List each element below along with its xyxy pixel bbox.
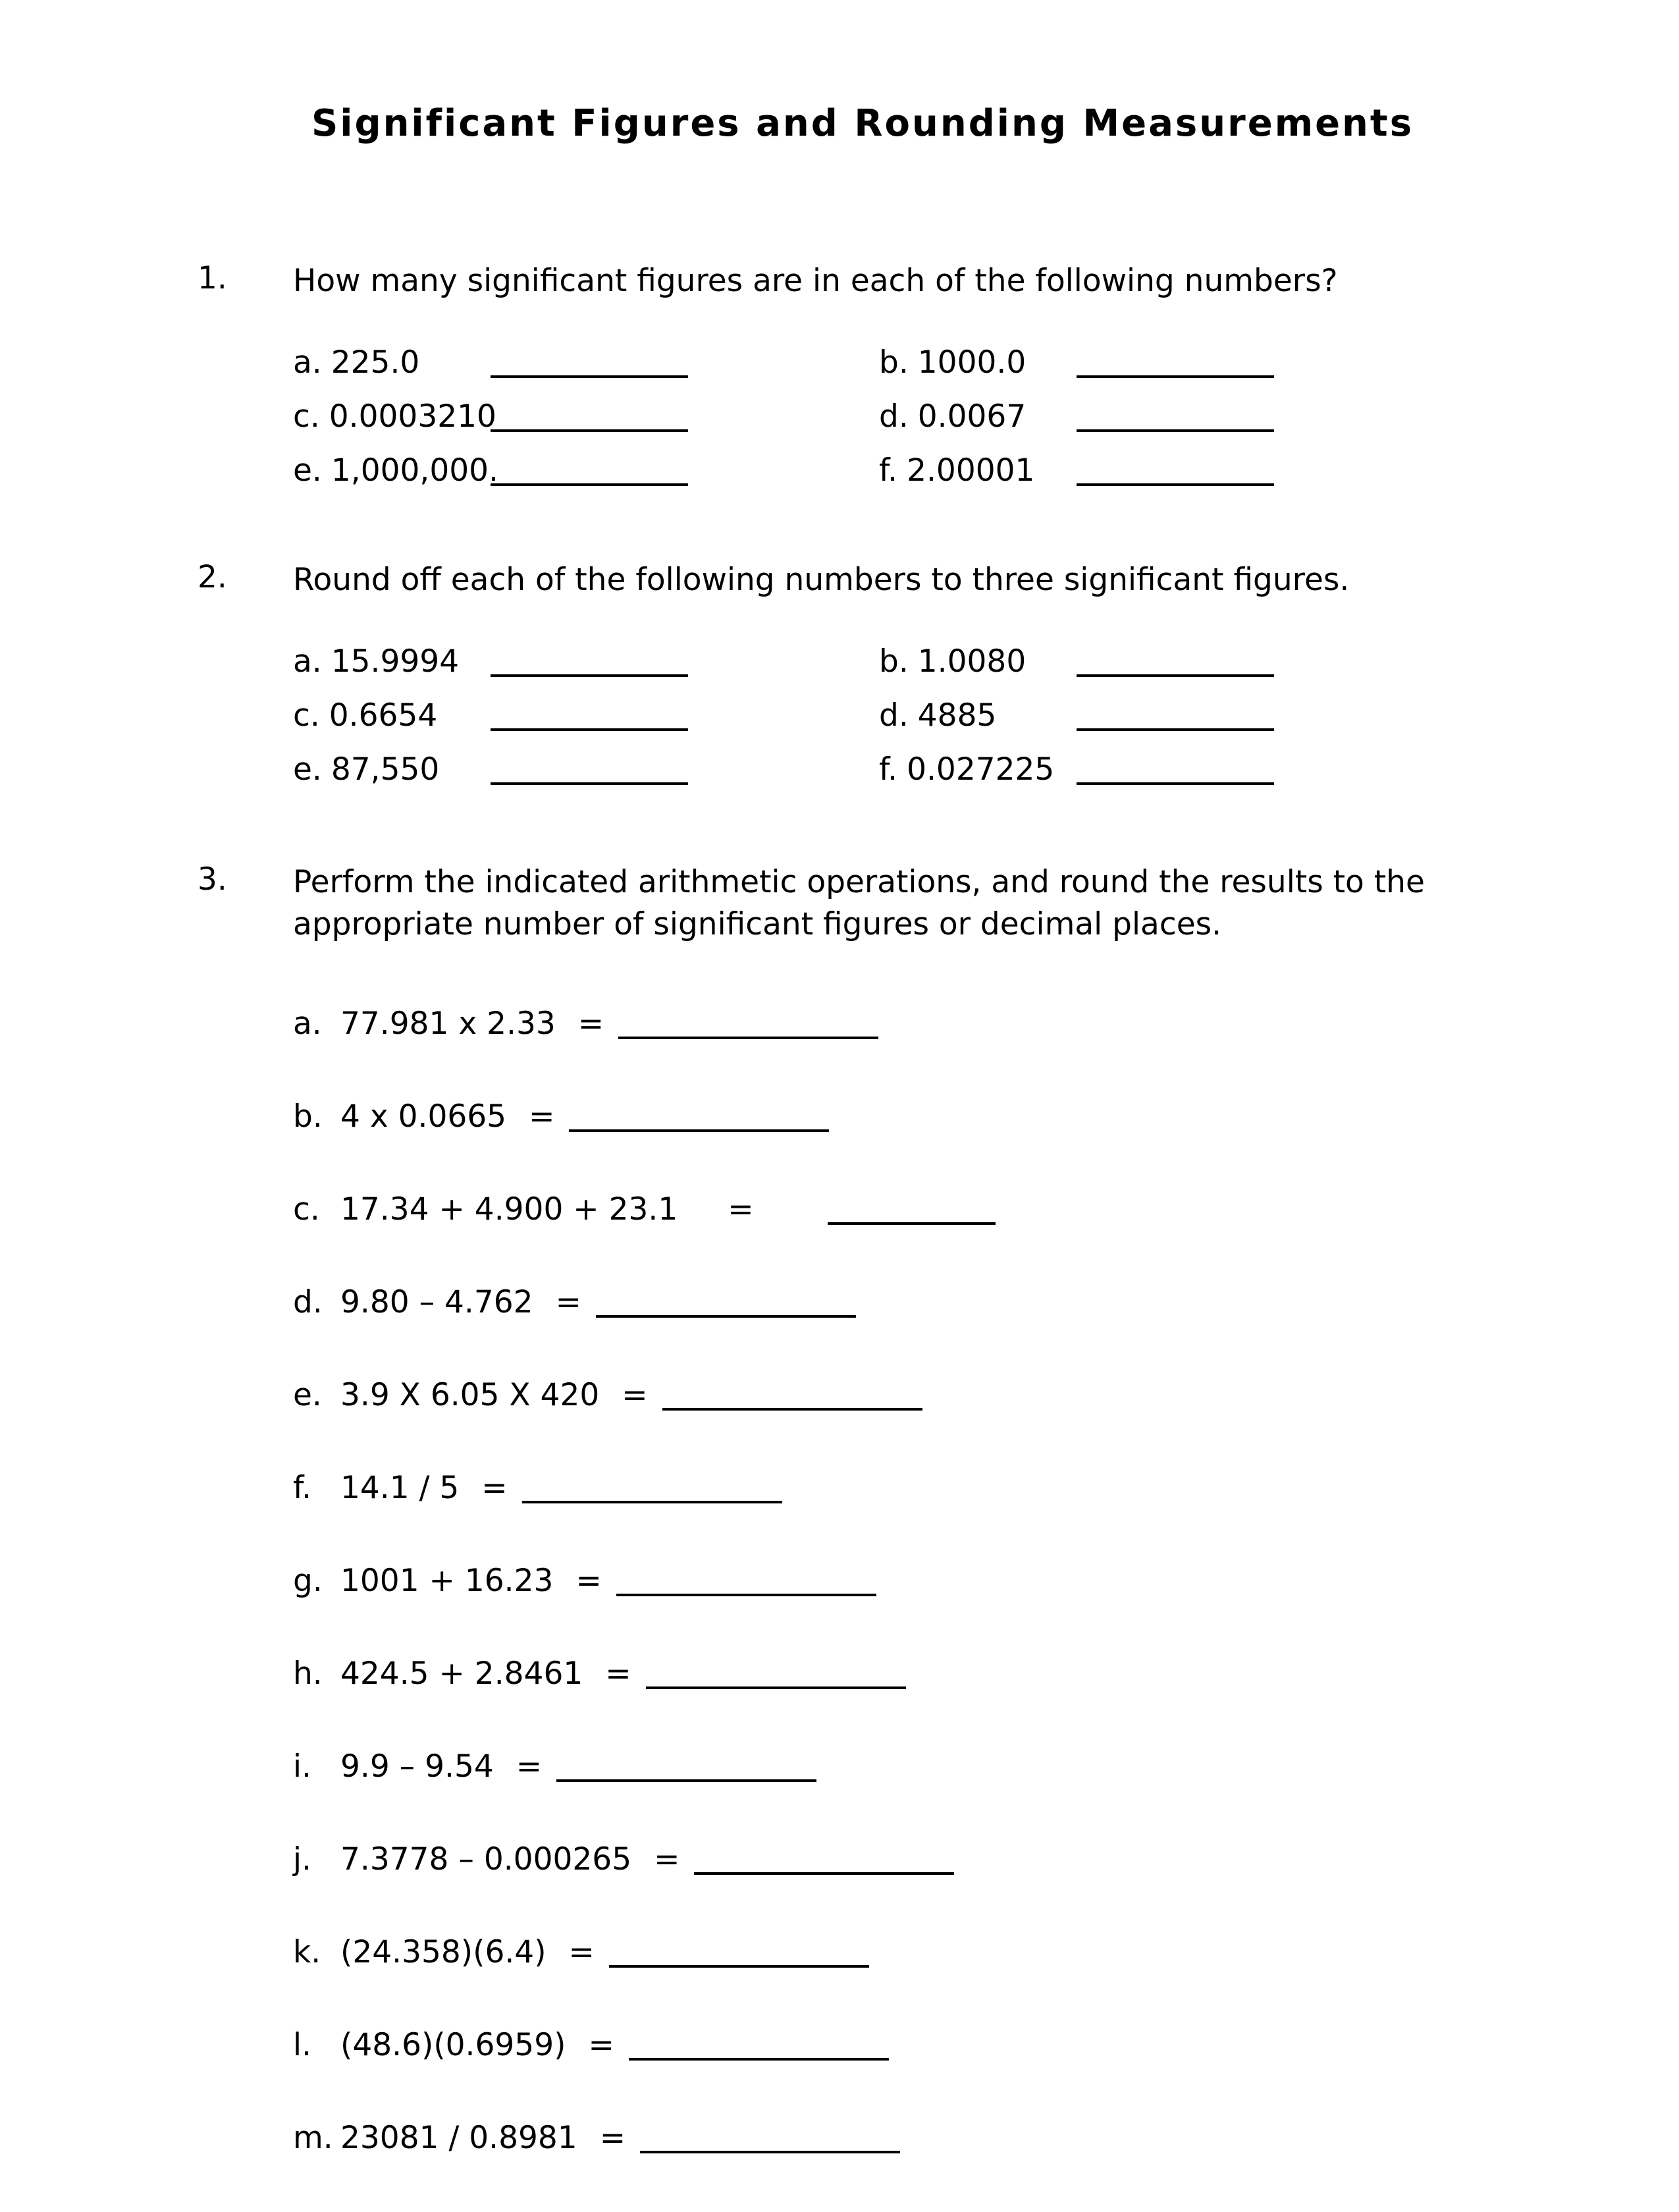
item-value: 0.0003210 <box>329 398 496 435</box>
item-value: 4885 <box>917 697 997 734</box>
item-letter: d. <box>293 1284 323 1320</box>
item-value: 87,550 <box>331 751 440 788</box>
equals-sign: = <box>654 1841 680 1877</box>
question-3-number: 3. <box>198 861 227 898</box>
item-letter: g. <box>293 1563 323 1599</box>
item-value: 1,000,000. <box>331 452 498 489</box>
expression: (48.6)(0.6959) <box>340 2027 566 2063</box>
item-label <box>879 448 1077 493</box>
item-letter: j. <box>293 1841 311 1877</box>
question-2-number: 2. <box>198 559 227 595</box>
operation-row <box>293 1748 1528 1786</box>
expression: 9.80 – 4.762 <box>340 1284 533 1320</box>
item-letter: i. <box>293 1748 311 1785</box>
item-label <box>293 693 491 738</box>
expression: (24.358)(6.4) <box>340 1934 546 1970</box>
equals-sign: = <box>599 2120 626 2156</box>
answer-blank <box>616 1594 876 1596</box>
answer-blank <box>694 1872 954 1875</box>
item-letter: b. <box>879 643 909 680</box>
operation-row <box>293 1841 1528 1879</box>
item-letter: c. <box>293 398 320 435</box>
answer-blank <box>491 375 688 378</box>
answer-blank <box>1077 728 1274 731</box>
operation-row <box>293 1283 1528 1322</box>
answer-blank <box>828 1222 996 1225</box>
item-row <box>293 394 879 439</box>
item-letter: d. <box>879 398 909 435</box>
worksheet-title: Significant Figures and Rounding Measurements <box>311 102 1414 145</box>
equals-sign: = <box>568 1934 595 1970</box>
item-letter: f. <box>293 1470 312 1506</box>
expression: 9.9 – 9.54 <box>340 1748 494 1785</box>
item-row <box>879 340 1465 385</box>
item-value: 0.0067 <box>917 398 1026 435</box>
item-label <box>293 340 491 385</box>
item-row <box>879 747 1465 792</box>
answer-blank <box>1077 375 1274 378</box>
item-row <box>879 394 1465 439</box>
answer-blank <box>646 1686 906 1689</box>
item-value: 15.9994 <box>331 643 460 680</box>
item-value: 0.6654 <box>329 697 438 734</box>
answer-blank <box>491 728 688 731</box>
expression: 3.9 X 6.05 X 420 <box>340 1377 600 1413</box>
item-row <box>879 693 1465 738</box>
item-letter: f. <box>879 751 898 788</box>
equals-sign: = <box>529 1098 555 1135</box>
equals-sign: = <box>605 1656 631 1692</box>
operation-row <box>293 1376 1528 1415</box>
item-letter: e. <box>293 751 322 788</box>
operation-row <box>293 1655 1528 1693</box>
item-letter: k. <box>293 1934 321 1970</box>
item-letter: a. <box>293 1006 322 1042</box>
item-value: 2.00001 <box>907 452 1035 489</box>
item-row <box>293 693 879 738</box>
item-label <box>879 639 1077 684</box>
answer-blank <box>640 2151 900 2153</box>
operation-row <box>293 1562 1528 1600</box>
expression: 4 x 0.0665 <box>340 1098 507 1135</box>
expression: 77.981 x 2.33 <box>340 1006 556 1042</box>
item-label <box>879 747 1077 792</box>
expression: 7.3778 – 0.000265 <box>340 1841 632 1877</box>
answer-blank <box>1077 429 1274 432</box>
item-row <box>293 448 879 493</box>
item-letter: e. <box>293 452 322 489</box>
question-1 <box>198 260 1528 493</box>
equals-sign: = <box>555 1284 581 1320</box>
item-label <box>293 747 491 792</box>
item-row <box>293 340 879 385</box>
item-letter: b. <box>879 344 909 381</box>
question-2-prompt: Round off each of the following numbers to three significant figures. <box>293 562 1350 598</box>
item-letter: d. <box>879 697 909 734</box>
equals-sign: = <box>516 1748 543 1785</box>
answer-blank <box>491 674 688 677</box>
item-letter: l. <box>293 2027 311 2063</box>
answer-blank <box>629 2058 889 2061</box>
item-row <box>879 448 1465 493</box>
item-letter: c. <box>293 1191 320 1227</box>
answer-blank <box>609 1965 869 1968</box>
item-letter: f. <box>879 452 898 489</box>
item-label <box>293 639 491 684</box>
answer-blank <box>522 1501 782 1503</box>
question-3-body <box>293 861 1528 2212</box>
answer-blank <box>556 1779 816 1782</box>
operation-row <box>293 1098 1528 1136</box>
operation-row <box>293 1005 1528 1043</box>
item-letter: c. <box>293 697 320 734</box>
answer-blank <box>569 1129 829 1132</box>
item-value: 225.0 <box>331 344 420 381</box>
item-letter: a. <box>293 344 322 381</box>
question-3-prompt: Perform the indicated arithmetic operations, and round the results to the appropriate number of significant figures or decimal places. <box>293 864 1425 942</box>
operation-row <box>293 1469 1528 1507</box>
expression: 424.5 + 2.8461 <box>340 1656 583 1692</box>
item-value: 1000.0 <box>917 344 1026 381</box>
expression: 1001 + 16.23 <box>340 1563 554 1599</box>
equals-sign: = <box>481 1470 508 1506</box>
question-1-prompt: How many significant figures are in each of the following numbers? <box>293 263 1338 299</box>
answer-blank <box>491 429 688 432</box>
answer-blank <box>662 1408 922 1411</box>
item-letter: a. <box>293 643 322 680</box>
answer-blank <box>596 1315 856 1318</box>
item-label <box>879 693 1077 738</box>
answer-blank <box>1077 483 1274 486</box>
equals-sign: = <box>622 1377 648 1413</box>
operation-row <box>293 1933 1528 1972</box>
item-letter: m. <box>293 2120 333 2156</box>
answer-blank <box>618 1037 878 1039</box>
item-label <box>879 394 1077 439</box>
equals-sign: = <box>728 1191 754 1227</box>
operation-row <box>293 2026 1528 2064</box>
question-1-number: 1. <box>198 260 227 296</box>
question-2 <box>198 559 1528 792</box>
question-2-body <box>293 559 1528 792</box>
operation-row <box>293 1191 1528 1229</box>
item-row <box>293 639 879 684</box>
item-label <box>293 394 496 439</box>
item-value: 1.0080 <box>917 643 1026 680</box>
item-letter: e. <box>293 1377 322 1413</box>
item-row <box>879 639 1465 684</box>
item-label <box>879 340 1077 385</box>
question-1-items <box>293 340 1528 493</box>
item-value: 0.027225 <box>907 751 1055 788</box>
item-letter: h. <box>293 1656 323 1692</box>
equals-sign: = <box>577 1006 604 1042</box>
question-2-items <box>293 639 1528 792</box>
answer-blank <box>491 782 688 785</box>
expression: 17.34 + 4.900 + 23.1 <box>340 1191 678 1227</box>
item-label <box>293 448 498 493</box>
question-3-items <box>293 1005 1528 2157</box>
answer-blank <box>1077 674 1274 677</box>
item-row <box>293 747 879 792</box>
expression: 23081 / 0.8981 <box>340 2120 577 2156</box>
operation-row <box>293 2119 1528 2157</box>
equals-sign: = <box>575 1563 602 1599</box>
question-1-body <box>293 260 1528 493</box>
answer-blank <box>491 483 688 486</box>
expression: 14.1 / 5 <box>340 1470 460 1506</box>
equals-sign: = <box>588 2027 614 2063</box>
question-3 <box>198 861 1528 2212</box>
answer-blank <box>1077 782 1274 785</box>
item-letter: b. <box>293 1098 323 1135</box>
